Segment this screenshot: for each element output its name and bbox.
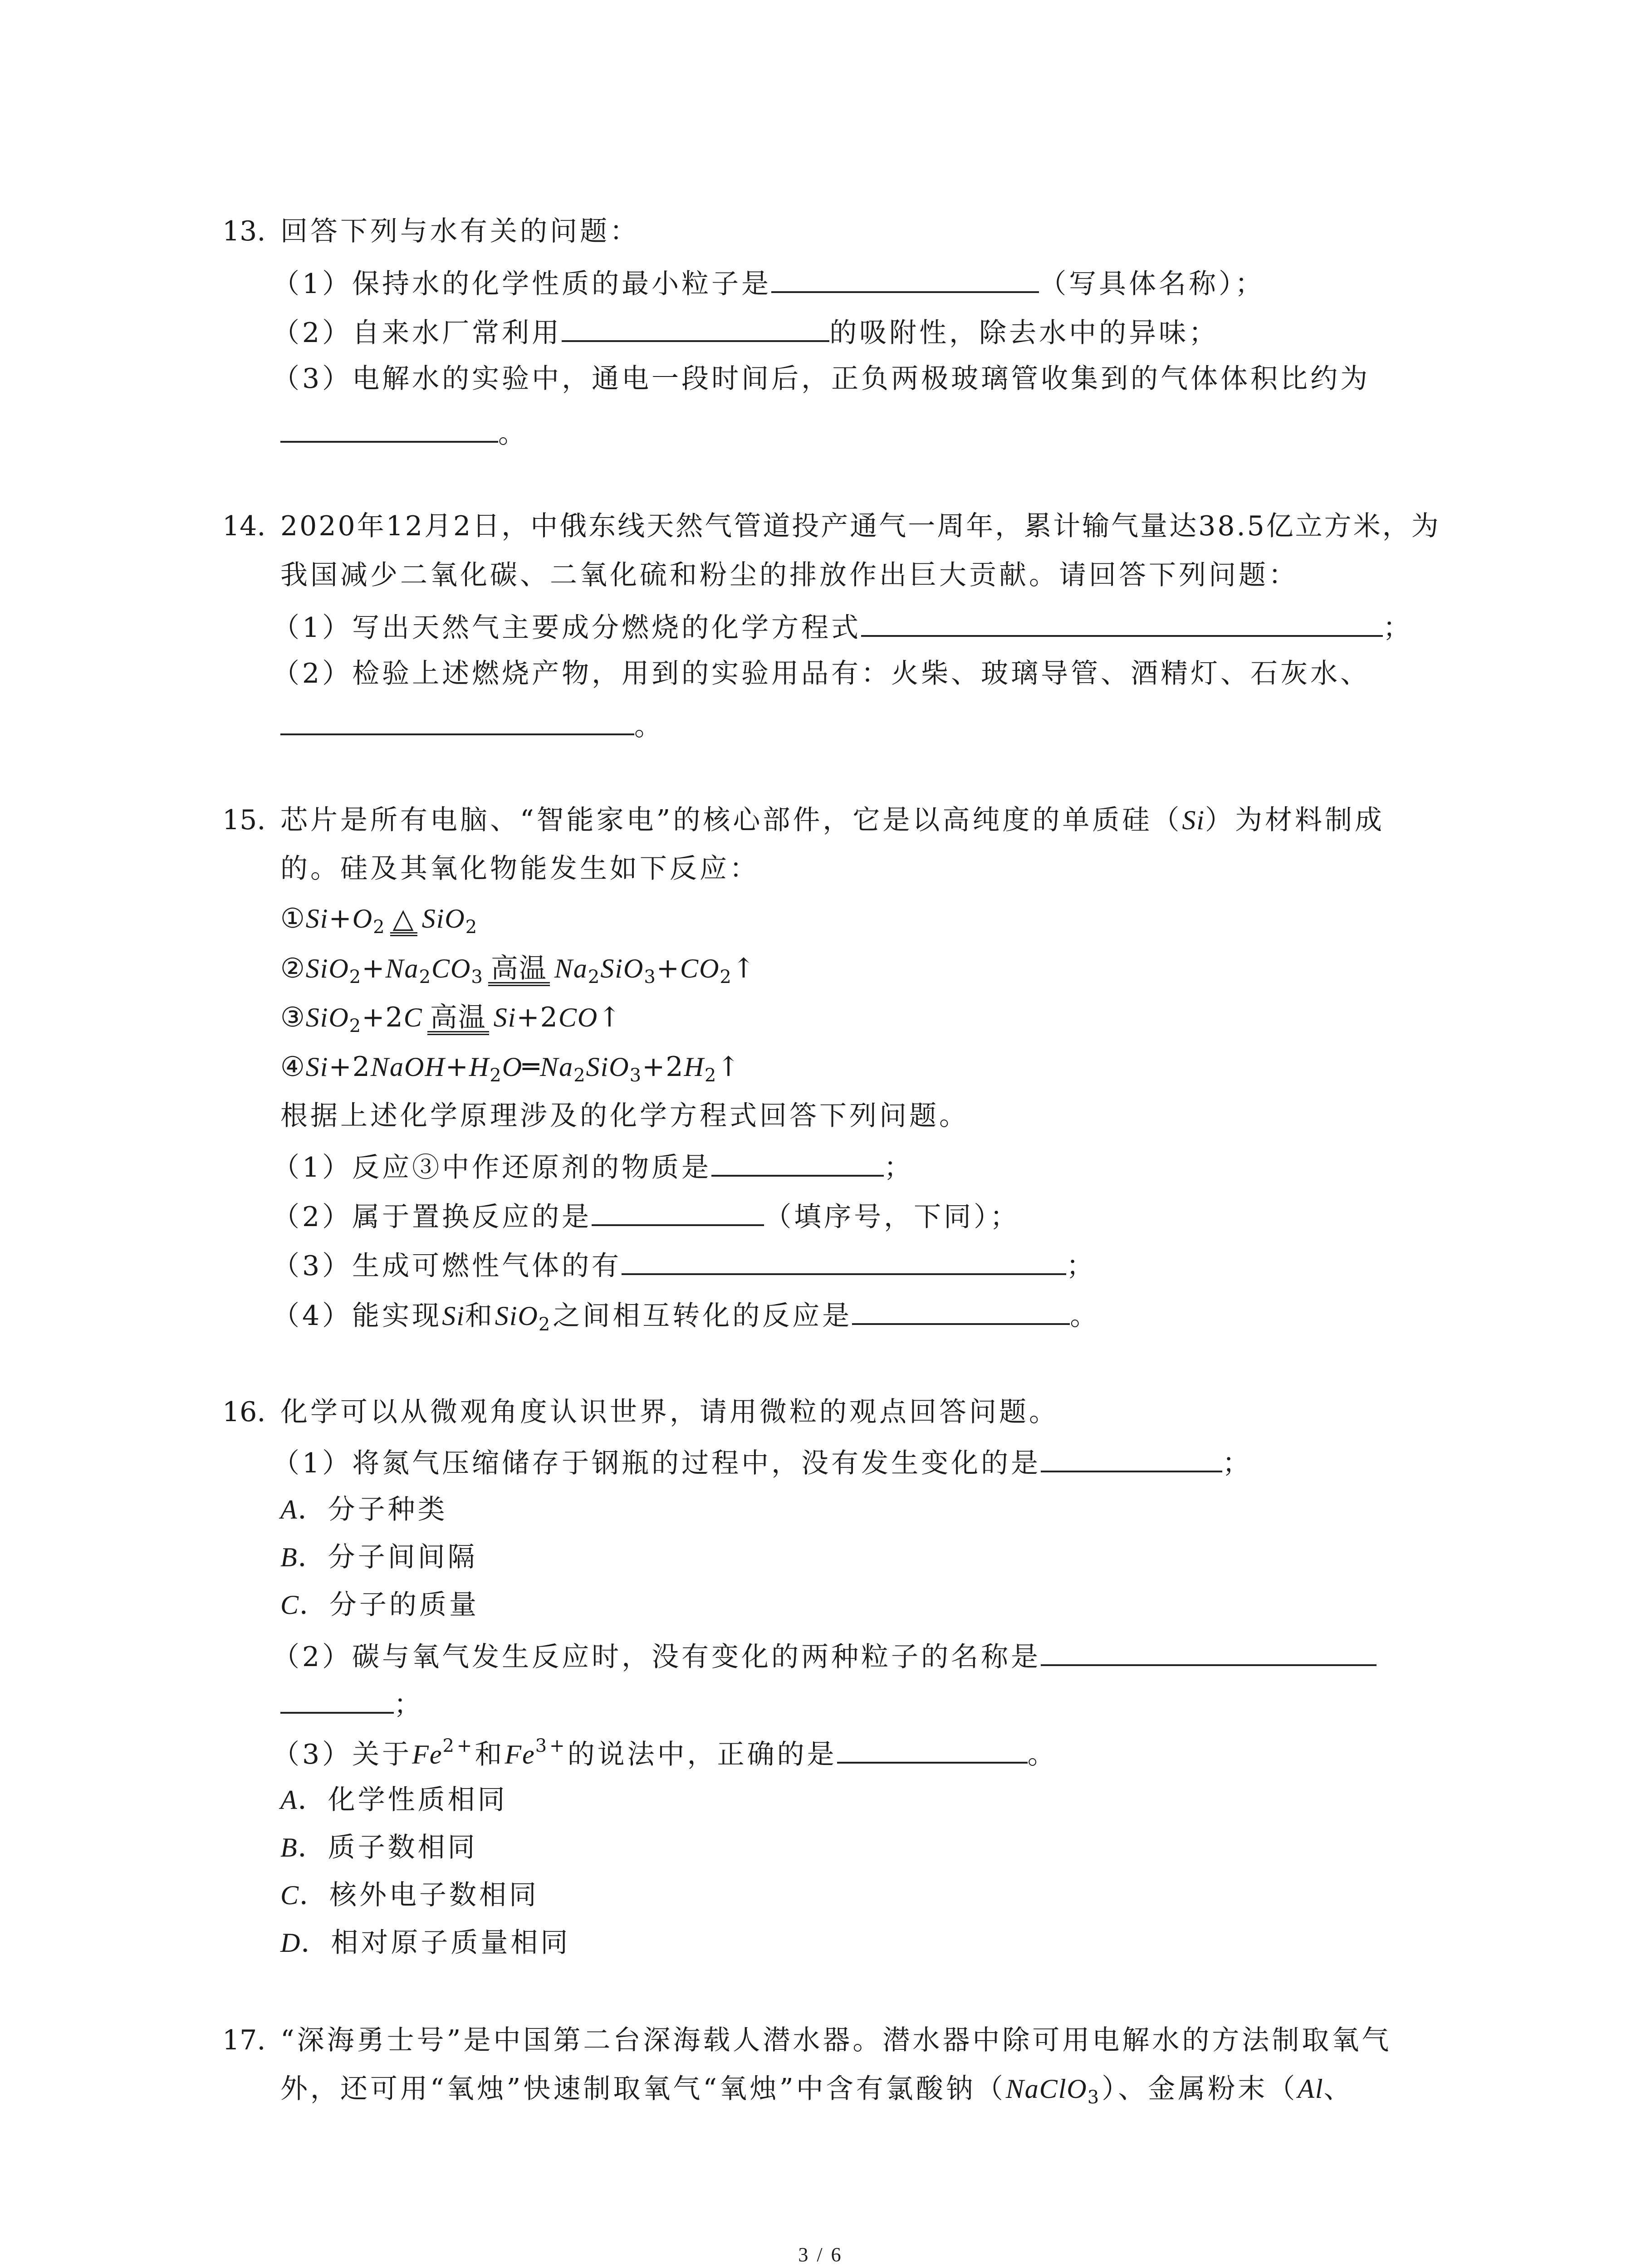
question-stem-continued: 外，还可用“氧烛”快速制取氧气“氧烛”中含有氯酸钠（NaClO$_3$）、金属粉末（Al、 [280, 2073, 1354, 2108]
option-c[interactable]: C．核外电子数相同 [280, 1879, 539, 1911]
sub-question-4: （4）能实现Si和SiO$_2$之间相互转化的反应是 。 [272, 1295, 1100, 1334]
sub-question-2: （2）自来水厂常利用 的吸附性，除去水中的异味； [272, 312, 1219, 351]
equation-3: ③SiO$_2$+2C 高温 Si+2CO↑ [280, 1002, 622, 1036]
answer-blank[interactable] [280, 705, 634, 735]
option-b[interactable]: B．质子数相同 [280, 1832, 478, 1863]
sub-question-2-continued: ； [280, 1684, 424, 1723]
question-number: 15. [222, 804, 266, 836]
option-c[interactable]: C．分子的质量 [280, 1589, 480, 1621]
question-number: 13. [222, 215, 266, 247]
equation-1: $①Si+O_2$ △ SiO$_2$ [280, 903, 478, 938]
question-stem: 芯片是所有电脑、“智能家电”的核心部件，它是以高纯度的单质硅（Si）为材料制成 [280, 804, 1385, 836]
reaction-condition: △ [390, 905, 417, 936]
answer-blank[interactable] [280, 413, 498, 443]
question-stem: “深海勇士号”是中国第二台深海载人潜水器。潜水器中除可用电解水的方法制取氧气 [280, 2024, 1392, 2056]
gas-arrow-icon: ↑ [598, 1002, 622, 1033]
gas-arrow-icon: ↑ [717, 1051, 741, 1083]
equation-2: $②SiO_2+Na_2CO_3$ 高温 $Na_2SiO_3+CO_2↑$ [280, 953, 756, 987]
question-stem: 回答下列与水有关的问题： [280, 215, 640, 247]
gas-arrow-icon: ↑ [732, 953, 756, 984]
sub-question-1: （1）写出天然气主要成分燃烧的化学方程式 ； [272, 607, 1413, 646]
sub-question-3: （3）关于$Fe^{2+}$和$Fe^{3+}$的说法中，正确的是 。 [272, 1734, 1058, 1773]
sub-question-2: （2）碳与氧气发生反应时，没有变化的两种粒子的名称是 [272, 1636, 1376, 1675]
sub-question-1: （1）将氮气压缩储存于钢瓶的过程中，没有发生变化的是 ； [272, 1442, 1252, 1481]
answer-blank[interactable] [562, 312, 829, 342]
question-number: 17. [222, 2024, 266, 2056]
sub-question-3: （3）电解水的实验中，通电一段时间后，正负两极玻璃管收集到的气体体积比约为 [272, 363, 1371, 395]
question-stem: 2020年12月2日，中俄东线天然气管道投产通气一周年，累计输气量达38.5亿立方米，为 [280, 510, 1440, 542]
option-b[interactable]: B．分子间间隔 [280, 1541, 478, 1573]
equals-sign: ═ [523, 1051, 540, 1083]
answer-blank[interactable] [592, 1196, 764, 1226]
sub-question-3: （3）生成可燃性气体的有 ； [272, 1245, 1096, 1284]
option-a[interactable]: A．化学性质相同 [280, 1784, 508, 1816]
answer-blank[interactable] [771, 263, 1039, 293]
equation-4: $④Si+2NaOH+H_2O═Na_2SiO_3+2H_2↑$ [280, 1051, 741, 1086]
question-stem-continued: 的。硅及其氧化物能发生如下反应： [280, 853, 759, 885]
option-d[interactable]: D．相对原子质量相同 [280, 1927, 571, 1959]
sub-question-1: （1）保持水的化学性质的最小粒子是 （写具体名称）； [272, 263, 1265, 302]
question-stem: 化学可以从微观角度认识世界，请用微粒的观点回答问题。 [280, 1396, 1059, 1428]
question-stem-continued: 我国减少二氧化碳、二氧化硫和粉尘的排放作出巨大贡献。请回答下列问题： [280, 559, 1298, 591]
option-a[interactable]: A．分子种类 [280, 1494, 448, 1525]
answer-blank[interactable] [711, 1147, 884, 1177]
page-number: 3 / 6 [798, 2244, 843, 2266]
sub-question-2: （2）属于置换反应的是 （填序号，下同）； [272, 1196, 1020, 1235]
reaction-condition: 高温 [427, 1004, 489, 1035]
sub-question-2: （2）检验上述燃烧产物，用到的实验用品有：火柴、玻璃导管、酒精灯、石灰水、 [272, 658, 1371, 689]
reaction-condition: 高温 [488, 955, 550, 986]
answer-blank[interactable] [1041, 1636, 1376, 1666]
answer-blank[interactable] [280, 1684, 394, 1714]
sub-question-1: （1）反应③中作还原剂的物质是 ； [272, 1147, 914, 1186]
sub-questions-intro: 根据上述化学原理涉及的化学方程式回答下列问题。 [280, 1100, 969, 1132]
answer-blank[interactable] [1041, 1442, 1222, 1472]
answer-blank[interactable] [622, 1245, 1066, 1275]
question-number: 14. [222, 510, 266, 542]
question-number: 16. [222, 1396, 266, 1428]
sub-question-2-continued: 。 [280, 705, 664, 744]
answer-blank[interactable] [852, 1295, 1070, 1325]
answer-blank[interactable] [861, 607, 1383, 637]
sub-question-3-continued: 。 [280, 413, 528, 452]
answer-blank[interactable] [837, 1734, 1028, 1764]
